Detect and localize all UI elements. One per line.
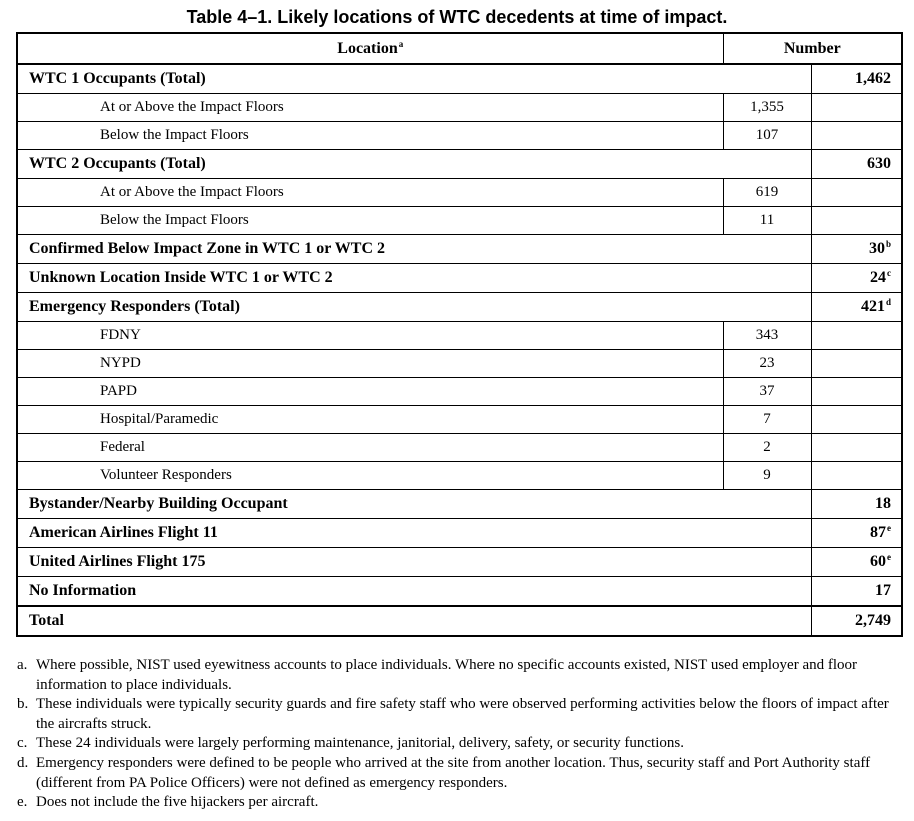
subcategory-row [17, 434, 902, 462]
category-label: American Airlines Flight 11 [17, 519, 811, 548]
decedents-table [16, 32, 903, 637]
subcategory-value: 619 [723, 179, 811, 207]
table-body [17, 64, 902, 636]
footnote [17, 754, 907, 793]
category-total [811, 150, 902, 179]
subcategory-row [17, 322, 902, 350]
subcategory-value: 1,355 [723, 94, 811, 122]
subcategory-label: Volunteer Responders [17, 462, 723, 490]
subcategory-row [17, 179, 902, 207]
footnotes [17, 656, 907, 813]
subcategory-value: 9 [723, 462, 811, 490]
subcategory-label: At or Above the Impact Floors [17, 94, 723, 122]
category-row [17, 548, 902, 577]
subcategory-value: 7 [723, 406, 811, 434]
category-total [811, 264, 902, 293]
category-label: Total [17, 606, 811, 636]
category-row [17, 519, 902, 548]
category-label: Confirmed Below Impact Zone in WTC 1 or WTC 2 [17, 235, 811, 264]
empty-total-cell [811, 322, 902, 350]
footnote-text: These 24 individuals were largely performing maintenance, janitorial, delivery, safety, or security functions. [36, 735, 684, 752]
subcategory-row [17, 462, 902, 490]
subcategory-label: At or Above the Impact Floors [17, 179, 723, 207]
footnote-letter: b. [17, 696, 29, 713]
subcategory-label: Federal [17, 434, 723, 462]
number-column-header: Number [723, 33, 902, 64]
empty-total-cell [811, 350, 902, 378]
subcategory-row [17, 207, 902, 235]
subcategory-row [17, 406, 902, 434]
category-total [811, 293, 902, 322]
category-row [17, 490, 902, 519]
subcategory-value: 343 [723, 322, 811, 350]
subcategory-row [17, 122, 902, 150]
total-row [17, 606, 902, 636]
total-value: 2,749 [855, 612, 892, 629]
category-label: Unknown Location Inside WTC 1 or WTC 2 [17, 264, 811, 293]
total-value: 1,462 [855, 70, 892, 87]
footnote-text: Emergency responders were defined to be people who arrived at the site from another location. Thus, security staff and Port Authority staff (different from PA Police Officers) were not defined as emergency responders. [36, 754, 871, 791]
footnote-marker: c [887, 268, 892, 278]
category-total [811, 577, 902, 607]
category-row [17, 293, 902, 322]
category-label: United Airlines Flight 175 [17, 548, 811, 577]
category-row [17, 577, 902, 607]
location-header-label: Location [337, 39, 398, 57]
total-value: 87 [870, 524, 887, 541]
subcategory-row [17, 378, 902, 406]
footnote-letter: a. [17, 657, 28, 673]
subcategory-value: 23 [723, 350, 811, 378]
category-label: No Information [17, 577, 811, 607]
empty-total-cell [811, 462, 902, 490]
category-row [17, 264, 902, 293]
total-value: 17 [875, 582, 892, 599]
table-title: Table 4–1. Likely locations of WTC decedents at time of impact. [186, 7, 728, 27]
footnote [17, 793, 907, 813]
subcategory-label: FDNY [17, 322, 723, 350]
category-row [17, 235, 902, 264]
footnote-letter: c. [17, 735, 28, 752]
subcategory-label: NYPD [17, 350, 723, 378]
total-value: 60 [870, 553, 887, 570]
subcategory-label: PAPD [17, 378, 723, 406]
total-value: 630 [867, 155, 892, 172]
category-label: WTC 1 Occupants (Total) [17, 64, 811, 94]
footnote-text: These individuals were typically security guards and fire safety staff who were observed performing activities below the floors of impact after the aircrafts struck. [36, 696, 889, 732]
total-value: 421 [861, 298, 885, 315]
empty-total-cell [811, 207, 902, 235]
footnote-marker: e [887, 552, 892, 562]
category-total [811, 235, 902, 264]
total-value: 30 [869, 240, 885, 257]
footnote-text: Where possible, NIST used eyewitness accounts to place individuals. Where no specific accounts existed, NIST used employer and floor information to place individuals. [36, 657, 858, 693]
subcategory-row [17, 94, 902, 122]
footnote-marker: d [886, 297, 892, 307]
category-total [811, 519, 902, 548]
location-header-footnote-marker: a [398, 38, 404, 49]
subcategory-value: 107 [723, 122, 811, 150]
category-total [811, 490, 902, 519]
category-total [811, 606, 902, 636]
empty-total-cell [811, 406, 902, 434]
subcategory-value: 2 [723, 434, 811, 462]
location-column-header [17, 33, 723, 64]
category-label: WTC 2 Occupants (Total) [17, 150, 811, 179]
footnote-letter: d. [17, 754, 29, 771]
footnote [17, 734, 907, 754]
footnote [17, 656, 907, 695]
total-value: 24 [870, 269, 887, 286]
footnote-text: Does not include the five hijackers per aircraft. [36, 794, 319, 811]
total-value: 18 [875, 495, 892, 512]
category-total [811, 548, 902, 577]
subcategory-value: 11 [723, 207, 811, 235]
empty-total-cell [811, 94, 902, 122]
subcategory-value: 37 [723, 378, 811, 406]
footnote [17, 695, 907, 734]
footnote-marker: e [887, 523, 892, 533]
category-label: Emergency Responders (Total) [17, 293, 811, 322]
subcategory-label: Below the Impact Floors [17, 122, 723, 150]
subcategory-label: Hospital/Paramedic [17, 406, 723, 434]
empty-total-cell [811, 434, 902, 462]
subcategory-row [17, 350, 902, 378]
subcategory-label: Below the Impact Floors [17, 207, 723, 235]
footnote-letter: e. [17, 794, 28, 811]
footnote-marker: b [886, 239, 892, 249]
table-header-row [17, 33, 902, 64]
empty-total-cell [811, 378, 902, 406]
category-total [811, 64, 902, 94]
category-row [17, 64, 902, 94]
empty-total-cell [811, 122, 902, 150]
category-label: Bystander/Nearby Building Occupant [17, 490, 811, 519]
empty-total-cell [811, 179, 902, 207]
category-row [17, 150, 902, 179]
